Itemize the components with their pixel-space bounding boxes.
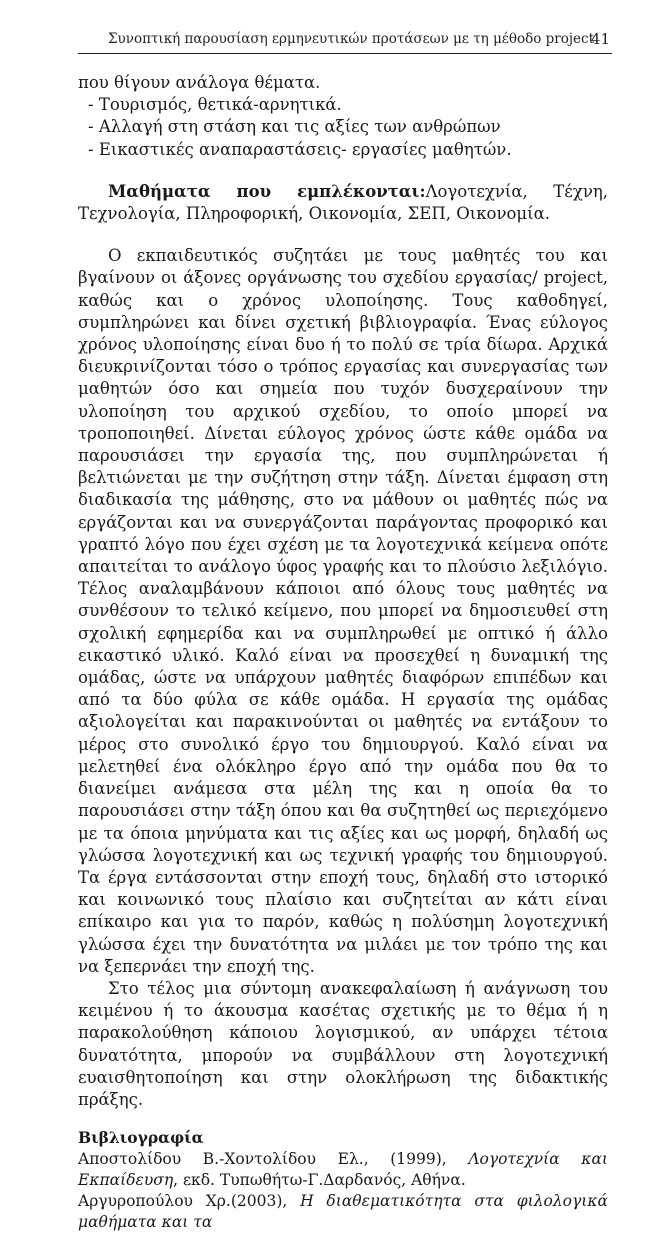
subjects-label: Μαθήματα που εμπλέκονται:: [108, 181, 426, 201]
bib-rest: , εκδ. Τυπωθήτω-Γ.Δαρδανός, Αθήνα.: [173, 1171, 466, 1190]
body-paragraph-2: Στο τέλος μια σύντομη ανακεφαλαίωση ή ανάγνωση του κειμένου ή το άκουσμα κασέτας σχετικής με το θέμα ή η παρακολούθηση κάποιου λογισμικού, αν υπάρχει τέτοια δυνατότητα, μπορούν να συμβάλλουν στη λογοτεχνική ευαισθητοποίηση και στην ολοκλήρωση της διδακτικής πράξης.: [78, 978, 608, 1109]
topic-item: - Εικαστικές αναπαραστάσεις- εργασίες μαθητών.: [88, 139, 512, 159]
intro-line: που θίγουν ανάλογα θέματα.: [78, 73, 321, 92]
bib-work: Η διαθεματικότητα στα φιλολογικά μαθήματα και τα: [78, 1192, 608, 1232]
bib-authors: Αργυροπούλου Χρ.(2003),: [78, 1192, 301, 1211]
subjects-paragraph: [78, 181, 608, 225]
bibliography-entry: [78, 1149, 608, 1191]
header-rule: [78, 53, 612, 54]
topic-item: - Αλλαγή στη στάση και τις αξίες των ανθρώπων: [88, 117, 501, 137]
body-paragraph-1: Ο εκπαιδευτικός συζητάει με τους μαθητές του και βγαίνουν οι άξονες οργάνωσης του σχεδίου εργασίας/ project, καθώς και ο χρόνος υλοποίησης. Τους καθοδηγεί, συμπληρώνει και δίνει σχετική βιβλιογραφία. Ένας εύλογος χρόνος υλοποίησης είναι δυο ή το πολύ σε τρία δίωρα. Αρχικά διευκρινίζονται τόσο ο τρόπος εργασίας και συνεργασίας των μαθητών όσο και σημεία που τυχόν δυσχεραίνουν την υλοποίηση του αρχικού σχεδίου, το οποίο μπορεί να τροποποιηθεί. Δίνεται εύλογος χρόνος ώστε κάθε ομάδα να παρουσιάσει την εργασία της, που συμπληρώνεται ή βελτιώνεται με την συζήτηση στην τάξη. Δίνεται έμφαση στη διαδικασία της μάθησης, στο να μάθουν οι μαθητές πώς να εργάζονται και να συνεργάζονται παράγοντας προφορικό και γραπτό λόγο που έχει σχέση με τα λογοτεχνικά κείμενα οπότε απαιτείται το ανάλογο ύφος γραφής και το πλούσιο λεξιλόγιο. Τέλος αναλαμβάνουν κάποιοι από όλους τους μαθητές να συνθέσουν το τελικό κείμενο, που μπορεί να δημοσιευθεί στη σχολική εφημερίδα και να συμπληρωθεί με οπτικό ή άλλο εικαστικό υλικό. Καλό είναι να προσεχθεί η δυναμική της ομάδας, ώστε να υπάρχουν μαθητές διαφόρων επιπέδων και από τα δύο φύλα σε κάθε ομάδα. Η εργασία της ομάδας αξιολογείται και παρακινούνται οι μαθητές να εντάξουν το μέρος στο συνολικό έργο του δημιουργού. Καλό είναι να μελετηθεί ένα ολόκληρο έργο από την ομάδα που θα το διανείμει ανάμεσα στα μέλη της και η οποία θα το παρουσιάσει στην τάξη όπου και θα συζητηθεί ως περιεχόμενο με τα όποια μηνύματα και τις αξίες και ως μορφή, δηλαδή ως γλώσσα λογοτεχνική και ως τεχνική γραφής του δημιουργού. Τα έργα εντάσσονται στην εποχή τους, δηλαδή στο ιστορικό και κοινωνικό τους πλαίσιο και συζητείται αν κάτι είναι επίκαιρο και για το παρόν, καθώς η πολύσημη λογοτεχνική γλώσσα έχει την δυνατότητα να μιλάει με τον τρόπο της και να ξεπερνάει την εποχή της.: [78, 246, 608, 976]
topics-list: [78, 94, 608, 161]
bibliography-entry: [78, 1191, 608, 1233]
bib-authors: Αποστολίδου Β.-Χοντολίδου Ελ., (1999),: [78, 1150, 469, 1169]
page-body: [78, 72, 608, 1233]
bib-work: Λογοτεχνία και Εκπαίδευση: [78, 1150, 608, 1190]
running-title: Συνοπτική παρουσίαση ερμηνευτικών προτάσεων με τη μέθοδο project: [108, 31, 595, 47]
topic-item: - Τουρισμός, θετικά-αρνητικά.: [88, 95, 342, 115]
page-number: 41: [590, 30, 610, 48]
subjects-text: Λογοτεχνία, Τέχνη, Τεχνολογία, Πληροφορική, Οικονομία, ΣΕΠ, Οικονομία.: [78, 181, 608, 224]
bibliography-title: Βιβλιογραφία: [78, 1128, 204, 1148]
